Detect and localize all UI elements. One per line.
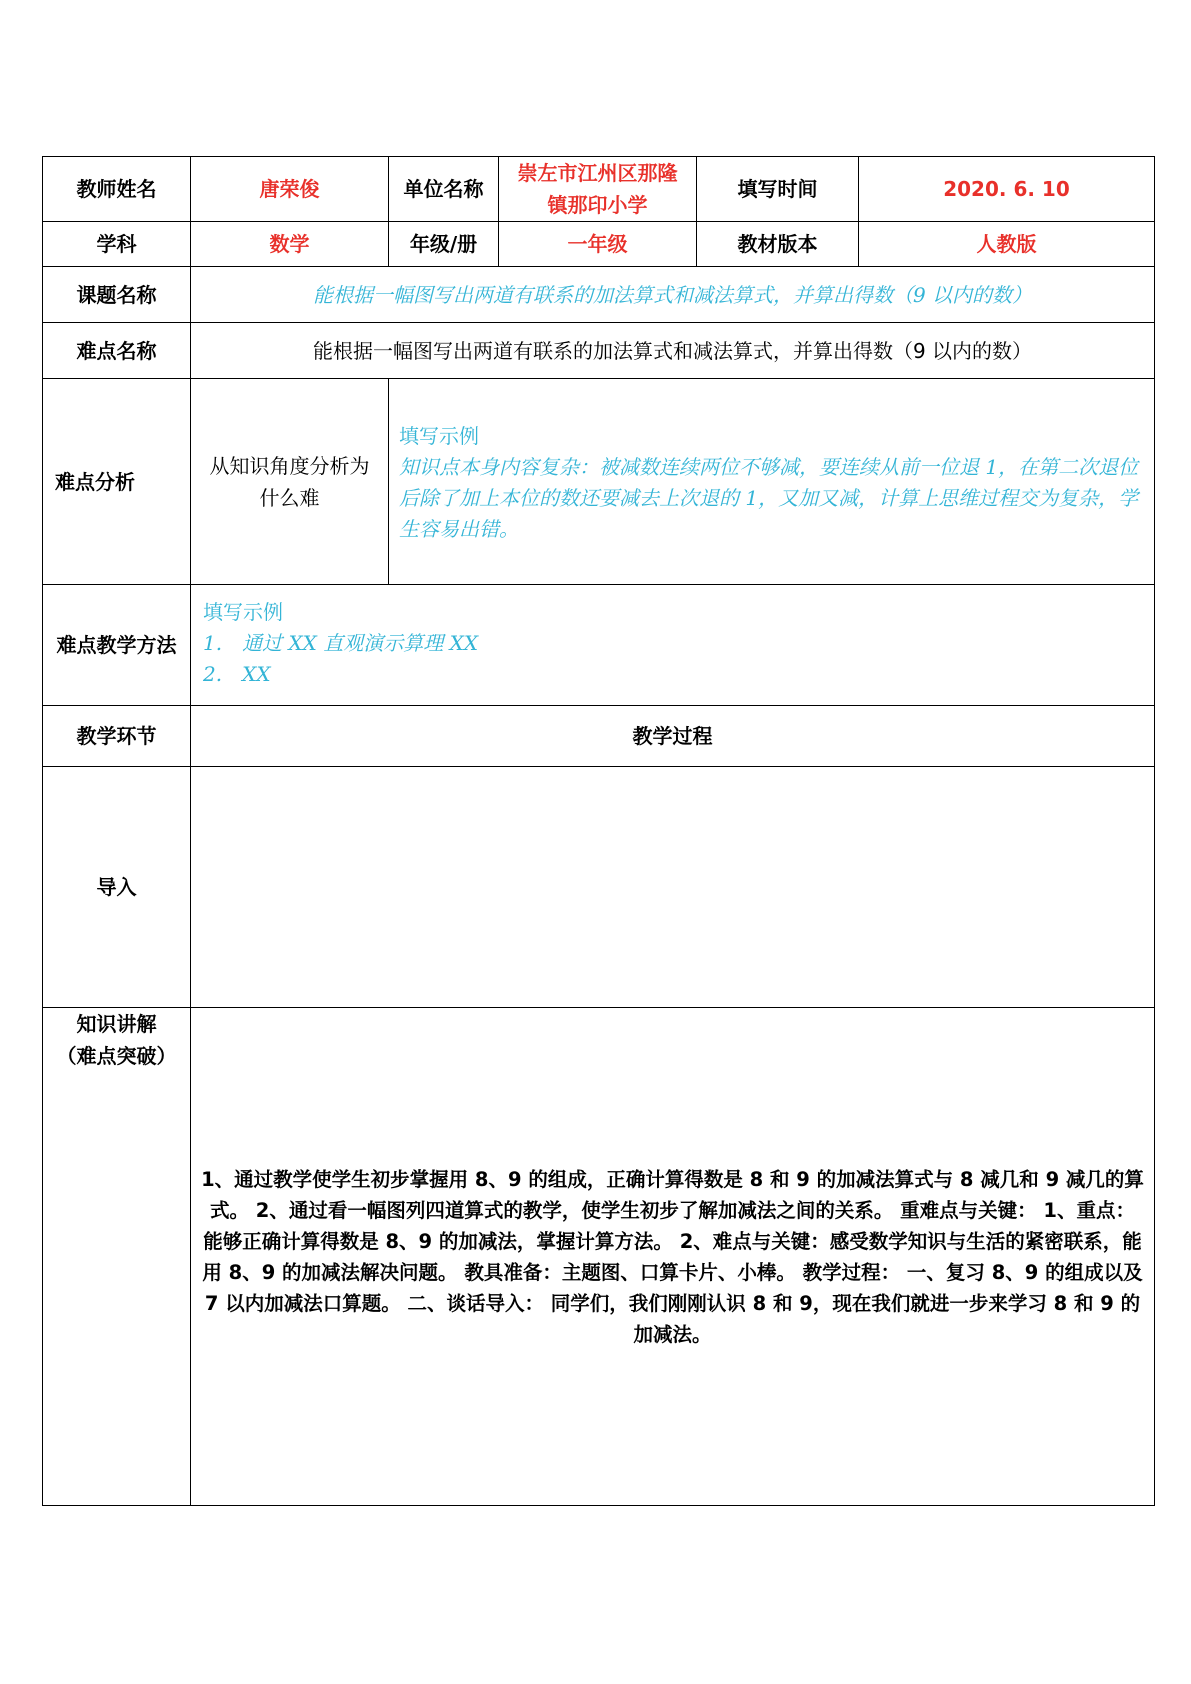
grade-value: 一年级 [499,222,697,267]
difficulty-label: 难点名称 [43,323,191,379]
grade-label: 年级/册 [389,222,499,267]
header-row-2 [43,222,1155,267]
subject-value: 数学 [191,222,389,267]
lesson-plan-table [42,156,1155,1506]
analysis-sub-label-line1: 从知识角度分析为 [209,453,370,478]
explain-label-line2: （难点突破） [56,1044,177,1068]
fill-time-value: 2020. 6. 10 [859,157,1155,222]
intro-row [43,767,1155,1008]
intro-content [191,767,1155,1008]
method-item: 2. XX [203,662,271,686]
fill-time-label: 填写时间 [697,157,859,222]
method-row [43,585,1155,706]
unit-value-line1: 崇左市江州区那隆 [517,161,678,185]
explain-content [191,1008,1155,1506]
method-label: 难点教学方法 [43,585,191,706]
analysis-example-box [389,379,1154,545]
explain-text: 1、通过教学使学生初步掌握用 8、9 的组成，正确计算得数是 8 和 9 的加减法算式与 8 减几和 9 减几的算式。 2、通过看一幅图列四道算式的教学，使学生初步了解加减法之间的关系。 重难点与关键： 1、重点：能够正确计算得数是 8、9 的加减法，掌握计算方法。 2、难点与关键：感受数学知识与生活的紧密联系，能用 8、9 的加减法解决问题。 教具准备：主题图、口算卡片、小棒。 教学过程： 一、复习 8、9 的组成以及 7 以内加减法口算题。 二、谈话导入： 同学们，我们刚刚认识 8 和 9，现在我们就进一步来学习 8 和 9 的加减法。 [201,1167,1144,1346]
method-example-title: 填写示例 [203,600,283,624]
topic-value: 能根据一幅图写出两道有联系的加法算式和减法算式，并算出得数（9 以内的数） [191,267,1155,323]
method-content [191,585,1155,706]
analysis-example-text: 知识点本身内容复杂：被减数连续两位不够减，要连续从前一位退 1，在第二次退位后除了加上本位的数还要减去上次退的 1，又加又减，计算上思维过程交为复杂，学生容易出错。 [399,455,1139,541]
explain-label-line1: 知识讲解 [76,1012,157,1036]
difficulty-row [43,323,1155,379]
analysis-sub-label-line2: 什么难 [259,485,320,510]
stage-header: 教学环节 [43,706,191,767]
topic-label: 课题名称 [43,267,191,323]
difficulty-value: 能根据一幅图写出两道有联系的加法算式和减法算式，并算出得数（9 以内的数） [191,323,1155,379]
analysis-sub-label [191,379,389,585]
analysis-example-title: 填写示例 [399,424,479,448]
teacher-name-label: 教师姓名 [43,157,191,222]
process-header: 教学过程 [191,706,1155,767]
method-example-box [191,585,1154,690]
intro-label: 导入 [43,767,191,1008]
unit-label: 单位名称 [389,157,499,222]
explain-label [43,1008,191,1506]
method-item: 1. 通过 XX 直观演示算理 XX [203,631,479,655]
subject-label: 学科 [43,222,191,267]
analysis-row [43,379,1155,585]
unit-value [499,157,697,222]
lesson-form-sheet [42,156,1154,1526]
process-header-row [43,706,1155,767]
analysis-content [389,379,1155,585]
topic-row [43,267,1155,323]
textbook-value: 人教版 [859,222,1155,267]
analysis-label: 难点分析 [43,379,191,585]
header-row-1 [43,157,1155,222]
textbook-label: 教材版本 [697,222,859,267]
explain-row [43,1008,1155,1506]
unit-value-line2: 镇那印小学 [547,193,648,217]
teacher-name-value: 唐荣俊 [191,157,389,222]
